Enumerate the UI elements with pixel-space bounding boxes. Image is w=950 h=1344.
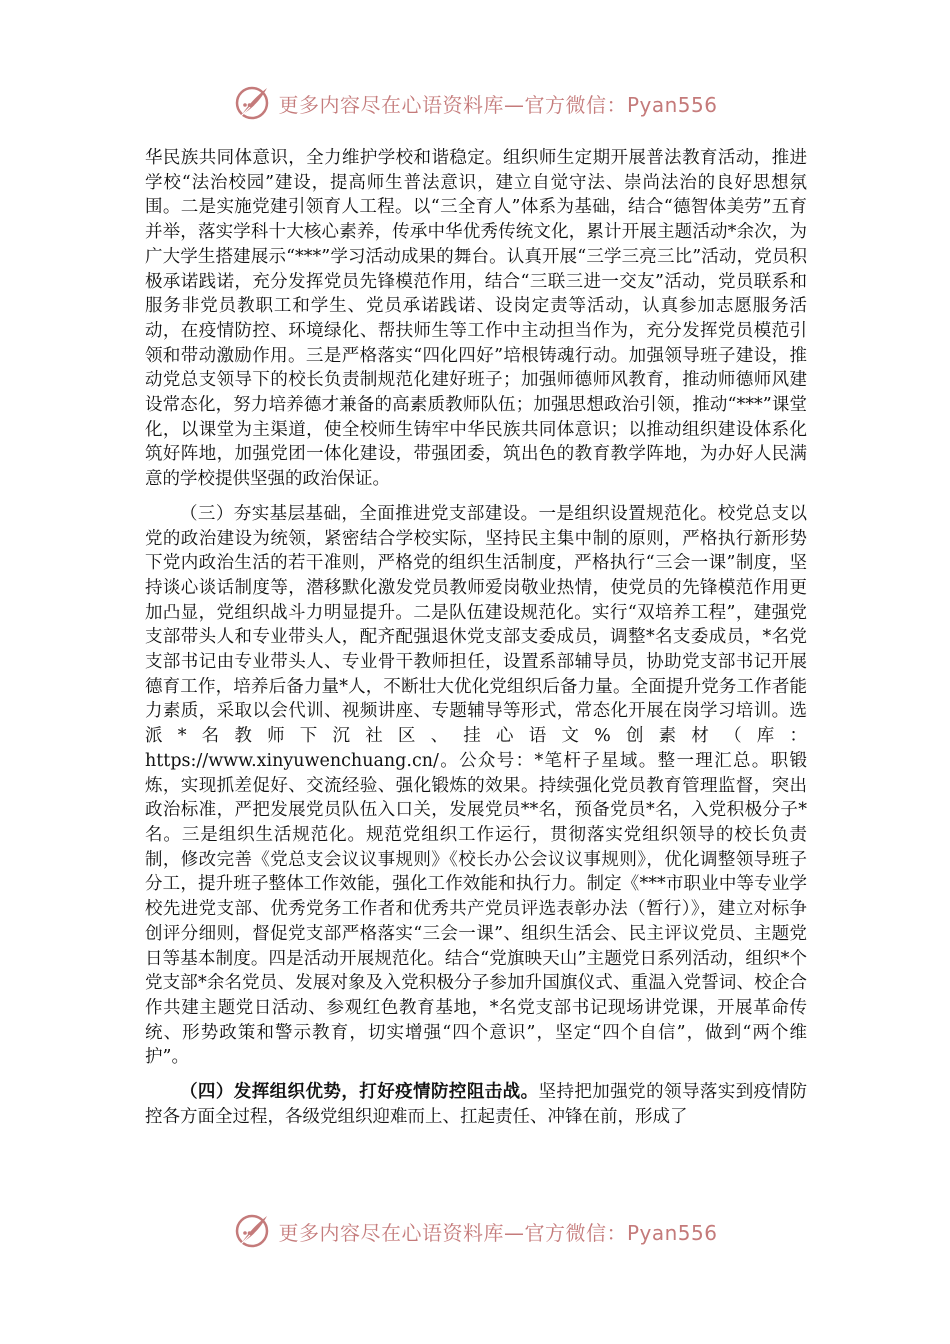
- header-banner: [0, 78, 950, 128]
- document-body: [145, 146, 807, 1129]
- quill-pen-logo-icon: [232, 83, 272, 123]
- footer-banner: [0, 1206, 950, 1256]
- quill-pen-logo-icon: [232, 1211, 272, 1251]
- section-four-heading: （四）发挥组织优势，打好疫情防控阻击战。: [180, 1082, 539, 1103]
- section-four-text: 坚持把加强党的领导落实到疫情防控各方面全过程，各级党组织迎难而上、扛起责任、冲锋在前，形成了: [145, 1082, 808, 1127]
- banner-text: 更多内容尽在心语资料库—官方微信：Pyan556: [278, 92, 718, 117]
- banner-text: 更多内容尽在心语资料库—官方微信：Pyan556: [278, 1220, 718, 1245]
- paragraph-section-four: [145, 1080, 807, 1129]
- paragraph-continuation: 华民族共同体意识，全力维护学校和谐稳定。组织师生定期开展普法教育活动，推进学校“法治校园”建设，提高师生普法意识，建立自觉守法、崇尚法治的良好思想氛围。二是实施党建引领育人工程。以“三全育人”体系为基础，结合“德智体美劳”五育并举，落实学科十大核心素养，传承中华优秀传统文化，累计开展主题活动*余次，为广大学生搭建展示“***”学习活动成果的舞台。认真开展“三学三亮三比”活动，党员积极承诺践诺，充分发挥党员先锋模范作用，结合“三联三进一交友”活动，党员联系和服务非党员教职工和学生、党员承诺践诺、设岗定责等活动，认真参加志愿服务活动，在疫情防控、环境绿化、帮扶师生等工作中主动担当作为，充分发挥党员模范引领和带动激励作用。三是严格落实“四化四好”培根铸魂行动。加强领导班子建设，推动党总支领导下的校长负责制规范化建好班子；加强师德师风教育，推动师德师风建设常态化，努力培养德才兼备的高素质教师队伍；加强思想政治引领，推动“***”课堂化，以课堂为主渠道，使全校师生铸牢中华民族共同体意识；以推动组织建设体系化筑好阵地，加强党团一体化建设，带强团委，筑出色的教育教学阵地，为办好人民满意的学校提供坚强的政治保证。: [145, 148, 807, 490]
- paragraph-section-three: （三）夯实基层基础，全面推进党支部建设。一是组织设置规范化。校党总支以党的政治建设为统领，紧密结合学校实际，坚持民主集中制的原则，严格执行新形势下党内政治生活的若干准则，严格党的组织生活制度，严格执行“三会一课”制度，坚持谈心谈话制度等，潜移默化激发党员教师爱岗敬业热情，使党员的先锋模范作用更加凸显，党组织战斗力明显提升。二是队伍建设规范化。实行“双培养工程”，建强党支部带头人和专业带头人，配齐配强退休党支部支委成员，调整*名支委成员，*名党支部书记由专业带头人、专业骨干教师担任，设置系部辅导员，协助党支部书记开展德育工作，培养后备力量*人，不断壮大优化党组织后备力量。全面提升党务工作者能力素质，采取以会代训、视频讲座、专题辅导等形式，常态化开展在岗学习培训。选派*名教师下沉社区、挂心语文%创素材（库：https://www.xinyuwenchuang.cn/。公众号：*笔杆子星域。整一理汇总。职锻炼，实现抓差促好、交流经验、强化锻炼的效果。持续强化党员教育管理监督，突出政治标准，严把发展党员队伍入口关，发展党员**名，预备党员*名，入党积极分子*名。三是组织生活规范化。规范党组织工作运行，贯彻落实党组织领导的校长负责制，修改完善《党总支会议议事规则》《校长办公会议议事规则》，优化调整领导班子分工，提升班子整体工作效能，强化工作效能和执行力。制定《***市职业中等专业学校先进党支部、优秀党务工作者和优秀共产党员评选表彰办法（暂行）》，建立对标争创评分细则，督促党支部严格落实“三会一课”、组织生活会、民主评议党员、主题党日等基本制度。四是活动开展规范化。结合“党旗映天山”主题党日系列活动，组织*个党支部*余名党员、发展对象及入党积极分子参加升国旗仪式、重温入党誓词、校企合作共建主题党日活动、参观红色教育基地，*名党支部书记现场讲党课，开展革命传统、形势政策和警示教育，切实增强“四个意识”，坚定“四个自信”，做到“两个维护”。: [145, 503, 807, 1068]
